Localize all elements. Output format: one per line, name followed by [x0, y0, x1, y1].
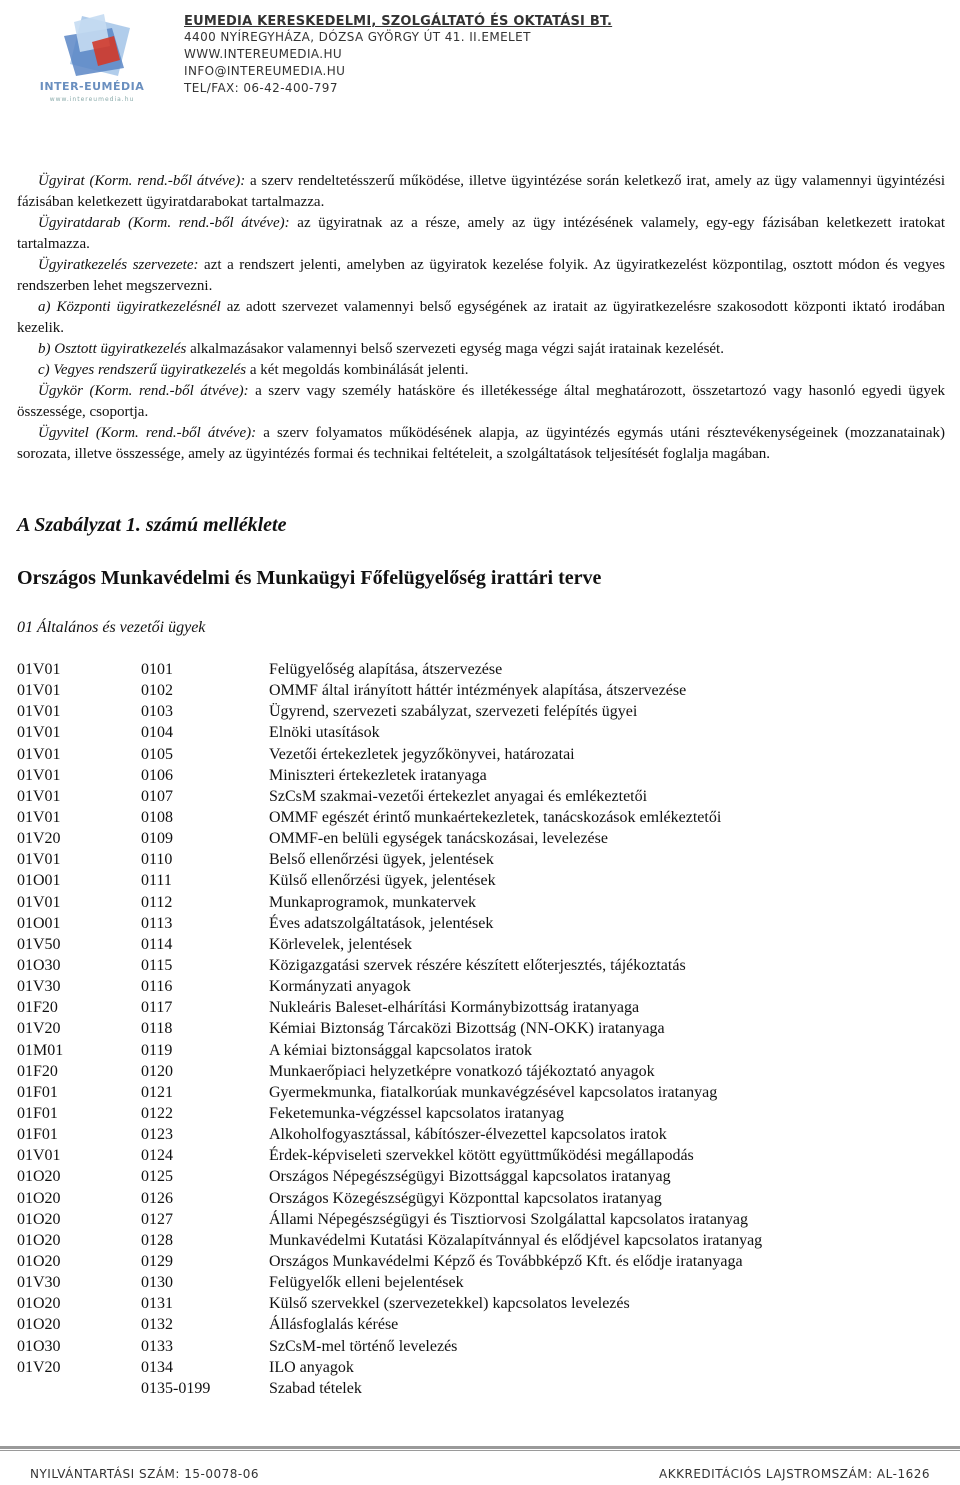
- definition-term: Ügyirat (Korm. rend.-ből átvéve):: [38, 173, 246, 189]
- appendix-title: A Szabályzat 1. számú melléklete: [17, 514, 287, 536]
- definition-text: a szerv vagy személy hatásköre és illetékessége által meghatározott, összetartozó vagy hasonló egyedi ügyek összessége, csoportja.: [17, 383, 946, 420]
- definition-term: Ügyiratkezelés szervezete:: [38, 257, 199, 273]
- record-description: SzCsM-mel történő levelezés: [269, 1337, 458, 1355]
- table-row: [17, 1063, 947, 1084]
- table-row: [17, 915, 947, 936]
- company-logo-icon: [34, 6, 150, 110]
- definition-term: Ügyiratdarab (Korm. rend.-ből átvéve):: [38, 215, 290, 231]
- company-address: 4400 NYÍREGYHÁZA, DÓZSA GYÖRGY ÚT 41. II.EMELET: [184, 30, 531, 44]
- record-item-number: 0109: [141, 830, 173, 848]
- record-item-number: 0134: [141, 1358, 173, 1376]
- record-description: Munkaerőpiaci helyzetképre vonatkozó tájékoztató anyagok: [269, 1062, 655, 1080]
- record-description: Elnöki utasítások: [269, 724, 380, 742]
- table-row: [17, 1084, 947, 1105]
- record-code: 01V50: [17, 935, 61, 953]
- record-code: 01O20: [17, 1189, 61, 1207]
- record-code: 01O20: [17, 1168, 61, 1186]
- record-code: 01F20: [17, 999, 58, 1017]
- accreditation-number: AKKREDITÁCIÓS LAJSTROMSZÁM: AL-1626: [659, 1467, 930, 1481]
- definition-term: a) Központi ügyiratkezelésnél: [38, 299, 221, 315]
- company-name: EUMEDIA KERESKEDELMI, SZOLGÁLTATÓ ÉS OKTATÁSI BT.: [184, 14, 613, 29]
- logo-text: INTER-EUMÉDIA: [39, 80, 145, 93]
- record-item-number: 0115: [141, 956, 173, 974]
- record-item-number: 0128: [141, 1231, 173, 1249]
- table-row: [17, 957, 947, 978]
- record-item-number: 0127: [141, 1210, 173, 1228]
- definition-text: alkalmazásakor valamennyi belső szervezeti egység maga végzi saját iratainak kezelését.: [186, 341, 724, 357]
- record-item-number: 0123: [141, 1126, 173, 1144]
- record-code: 01V20: [17, 1358, 61, 1376]
- record-code: 01V01: [17, 1147, 61, 1165]
- record-code: 01V20: [17, 830, 61, 848]
- record-description: Munkavédelmi Kutatási Közalapítvánnyal és elődjével kapcsolatos iratanyag: [269, 1231, 763, 1249]
- record-description: Külső szervekkel (szervezetekkel) kapcsolatos levelezés: [269, 1295, 630, 1313]
- record-description: Állásfoglalás kérése: [269, 1316, 399, 1334]
- table-row: [17, 1168, 947, 1189]
- record-code: 01V20: [17, 1020, 61, 1038]
- record-item-number: 0131: [141, 1295, 173, 1313]
- record-code: 01V01: [17, 787, 61, 805]
- record-description: Feketemunka-végzéssel kapcsolatos iratanyag: [269, 1104, 564, 1122]
- company-info: [184, 14, 612, 97]
- definition-paragraph: [17, 213, 945, 255]
- definition-paragraph: [17, 297, 945, 339]
- table-row: [17, 1295, 947, 1316]
- record-item-number: 0121: [141, 1083, 173, 1101]
- record-code: 01V01: [17, 682, 61, 700]
- record-code: 01O20: [17, 1316, 61, 1334]
- table-row: [17, 661, 947, 682]
- record-description: OMMF-en belüli egységek tanácskozásai, levelezése: [269, 830, 608, 848]
- record-description: Éves adatszolgáltatások, jelentések: [269, 914, 494, 932]
- record-code: 01O20: [17, 1231, 61, 1249]
- record-description: Ügyrend, szervezeti szabályzat, szervezeti felépítés ügyei: [269, 703, 638, 721]
- table-row: [17, 703, 947, 724]
- table-row: [17, 1126, 947, 1147]
- record-item-number: 0116: [141, 978, 173, 996]
- definition-text: az ügyiratnak az a része, amely az ügy intézésének valamely, egy-egy fázisában keletkezett iratokat tartalmazza.: [17, 215, 945, 252]
- record-code: 01O20: [17, 1210, 61, 1228]
- footer-rule: [0, 1446, 960, 1449]
- table-row: [17, 1316, 947, 1337]
- record-code: 01V01: [17, 808, 61, 826]
- section-title: 01 Általános és vezetői ügyek: [17, 619, 206, 636]
- record-item-number: 0126: [141, 1189, 173, 1207]
- record-description: Kémiai Biztonság Tárcaközi Bizottság (NN-OKK) iratanyaga: [269, 1020, 665, 1038]
- record-item-number: 0124: [141, 1147, 173, 1165]
- table-row: [17, 830, 947, 851]
- record-description: Belső ellenőrzési ügyek, jelentések: [269, 851, 494, 869]
- record-description: OMMF egészét érintő munkaértekezletek, tanácskozások emlékeztetői: [269, 808, 722, 826]
- record-code: 01V01: [17, 724, 61, 742]
- record-code: 01O01: [17, 872, 61, 890]
- table-row: [17, 724, 947, 745]
- record-item-number: 0111: [141, 872, 172, 890]
- record-code: 01V01: [17, 661, 61, 678]
- company-web: WWW.INTEREUMEDIA.HU: [184, 47, 343, 61]
- record-code: 01V30: [17, 978, 61, 996]
- record-item-number: 0107: [141, 787, 173, 805]
- record-description: Munkaprogramok, munkatervek: [269, 893, 477, 911]
- record-description: ILO anyagok: [269, 1358, 354, 1376]
- record-description: Felügyelőség alapítása, átszervezése: [269, 661, 503, 678]
- definition-paragraph: [17, 339, 945, 360]
- record-code: 01O20: [17, 1252, 61, 1270]
- record-item-number: 0120: [141, 1062, 173, 1080]
- definition-paragraph: [17, 171, 945, 213]
- record-item-number: 0117: [141, 999, 173, 1017]
- record-description: Érdek-képviseleti szervekkel kötött együttműködési megállapodás: [269, 1147, 694, 1165]
- definition-paragraph: [17, 255, 945, 297]
- logo-subtext: www.intereumedia.hu: [49, 96, 135, 103]
- record-item-number: 0118: [141, 1020, 173, 1038]
- record-code: 01V01: [17, 766, 61, 784]
- record-description: Alkoholfogyasztással, kábítószer-élvezettel kapcsolatos iratok: [269, 1126, 667, 1144]
- record-description: A kémiai biztonsággal kapcsolatos iratok: [269, 1041, 533, 1059]
- definition-text: a két megoldás kombinálását jelenti.: [246, 362, 469, 378]
- company-email: INFO@INTEREUMEDIA.HU: [184, 64, 346, 78]
- table-row: [17, 1105, 947, 1126]
- definition-text: a szerv rendeltetésszerű működése, illetve ügyintézése során keletkező irat, amely az ügy valamennyi ügyintézési fázisában keletkezett ügyiratdarabokat tartalmazza.: [17, 173, 945, 210]
- records-table: [17, 661, 947, 1401]
- record-description: Felügyelők elleni bejelentések: [269, 1274, 464, 1292]
- record-item-number: 0104: [141, 724, 173, 742]
- record-code: 01F01: [17, 1104, 58, 1122]
- plan-title: Országos Munkavédelmi és Munkaügyi Főfelügyelőség irattári terve: [17, 567, 602, 589]
- definition-paragraph: [17, 381, 945, 423]
- record-description: Külső ellenőrzési ügyek, jelentések: [269, 872, 496, 890]
- registration-number: NYILVÁNTARTÁSI SZÁM: 15-0078-06: [30, 1467, 259, 1481]
- record-item-number: 0106: [141, 766, 173, 784]
- record-description: OMMF által irányított háttér intézmények alapítása, átszervezése: [269, 682, 687, 700]
- record-item-number: 0125: [141, 1168, 173, 1186]
- table-row: [17, 1020, 947, 1041]
- table-row: [17, 1232, 947, 1253]
- record-code: 01V01: [17, 703, 61, 721]
- record-description: Miniszteri értekezletek iratanyaga: [269, 766, 487, 784]
- company-phone: TEL/FAX: 06-42-400-797: [184, 81, 338, 95]
- record-item-number: 0129: [141, 1252, 173, 1270]
- definition-text: azt a rendszert jelenti, amelyben az ügyiratok kezelése folyik. Az ügyiratkezelést központilag, osztott módon és vegyes rendszerben lehet megszervezni.: [17, 257, 946, 294]
- record-item-number: 0101: [141, 661, 173, 678]
- table-row: [17, 1380, 947, 1401]
- table-row: [17, 1359, 947, 1380]
- record-item-number: 0114: [141, 935, 173, 953]
- footer-rule-thin: [0, 1450, 960, 1451]
- definition-paragraph: [17, 423, 945, 465]
- table-row: [17, 1338, 947, 1359]
- table-row: [17, 978, 947, 999]
- definitions: [17, 171, 945, 465]
- table-row: [17, 746, 947, 767]
- table-row: [17, 767, 947, 788]
- table-row: [17, 1147, 947, 1168]
- record-item-number: 0112: [141, 893, 173, 911]
- record-code: 01F20: [17, 1062, 58, 1080]
- table-row: [17, 872, 947, 893]
- record-description: Országos Munkavédelmi Képző és Továbbképző Kft. és elődje iratanyaga: [269, 1252, 743, 1270]
- record-item-number: 0130: [141, 1274, 173, 1292]
- record-description: SzCsM szakmai-vezetői értekezlet anyagai és emlékeztetői: [269, 787, 648, 805]
- record-code: 01M01: [17, 1041, 64, 1059]
- table-row: [17, 1190, 947, 1211]
- record-code: 01V01: [17, 745, 61, 763]
- record-code: 01O20: [17, 1295, 61, 1313]
- record-item-number: 0133: [141, 1337, 173, 1355]
- record-item-number: 0122: [141, 1104, 173, 1122]
- record-code: 01O30: [17, 956, 61, 974]
- record-code: 01O30: [17, 1337, 61, 1355]
- record-item-number: 0113: [141, 914, 173, 932]
- record-item-number: 0110: [141, 851, 173, 869]
- record-description: Gyermekmunka, fiatalkorúak munkavégzésével kapcsolatos iratanyag: [269, 1083, 718, 1101]
- table-row: [17, 999, 947, 1020]
- record-item-number: 0103: [141, 703, 173, 721]
- record-code: 01F01: [17, 1083, 58, 1101]
- record-description: Állami Népegészségügyi és Tisztiorvosi Szolgálattal kapcsolatos iratanyag: [269, 1210, 749, 1228]
- record-item-number: 0108: [141, 808, 173, 826]
- record-description: Vezetői értekezletek jegyzőkönyvei, határozatai: [269, 745, 575, 763]
- table-row: [17, 1042, 947, 1063]
- record-code: 01V30: [17, 1274, 61, 1292]
- letterhead: [0, 0, 960, 120]
- table-row: [17, 1274, 947, 1295]
- definition-term: b) Osztott ügyiratkezelés: [38, 341, 187, 357]
- record-item-number: 0132: [141, 1316, 173, 1334]
- record-description: Kormányzati anyagok: [269, 978, 411, 996]
- table-row: [17, 894, 947, 915]
- table-row: [17, 809, 947, 830]
- record-item-number: 0105: [141, 745, 173, 763]
- table-row: [17, 682, 947, 703]
- table-row: [17, 851, 947, 872]
- record-description: Közigazgatási szervek részére készített előterjesztés, tájékoztatás: [269, 956, 686, 974]
- table-row: [17, 936, 947, 957]
- definition-paragraph: [17, 360, 945, 381]
- record-code: 01O01: [17, 914, 61, 932]
- record-description: Nukleáris Baleset-elhárítási Kormánybizottság iratanyaga: [269, 999, 640, 1017]
- record-description: Országos Közegészségügyi Központtal kapcsolatos iratanyag: [269, 1189, 662, 1207]
- record-code: 01F01: [17, 1126, 58, 1144]
- table-row: [17, 788, 947, 809]
- record-code: 01V01: [17, 893, 61, 911]
- record-code: 01V01: [17, 851, 61, 869]
- record-description: Országos Népegészségügyi Bizottsággal kapcsolatos iratanyag: [269, 1168, 671, 1186]
- definition-text: a szerv folyamatos működésének alapja, az ügyintézés egymás utáni résztevékenységeinek (mozzanatainak) sorozata, illetve összessége, amely az ügyintézés formai és technikai feltételeit, a szolgáltatások teljesítését foglalja magában.: [17, 425, 945, 462]
- definition-term: Ügykör (Korm. rend.-ből átvéve):: [38, 383, 249, 399]
- record-description: Szabad tételek: [269, 1379, 362, 1397]
- record-description: Körlevelek, jelentések: [269, 935, 413, 953]
- definition-text: az adott szervezet valamennyi belső egységének az iratait az ügyiratkezelésre szakosodott központi iktató irodában kezelik.: [17, 299, 945, 336]
- definition-term: Ügyvitel (Korm. rend.-ből átvéve):: [38, 425, 257, 441]
- definition-term: c) Vegyes rendszerű ügyiratkezelés: [38, 362, 247, 378]
- record-item-number: 0102: [141, 682, 173, 700]
- table-row: [17, 1253, 947, 1274]
- table-row: [17, 1211, 947, 1232]
- record-item-number: 0135-0199: [141, 1379, 211, 1397]
- record-item-number: 0119: [141, 1041, 173, 1059]
